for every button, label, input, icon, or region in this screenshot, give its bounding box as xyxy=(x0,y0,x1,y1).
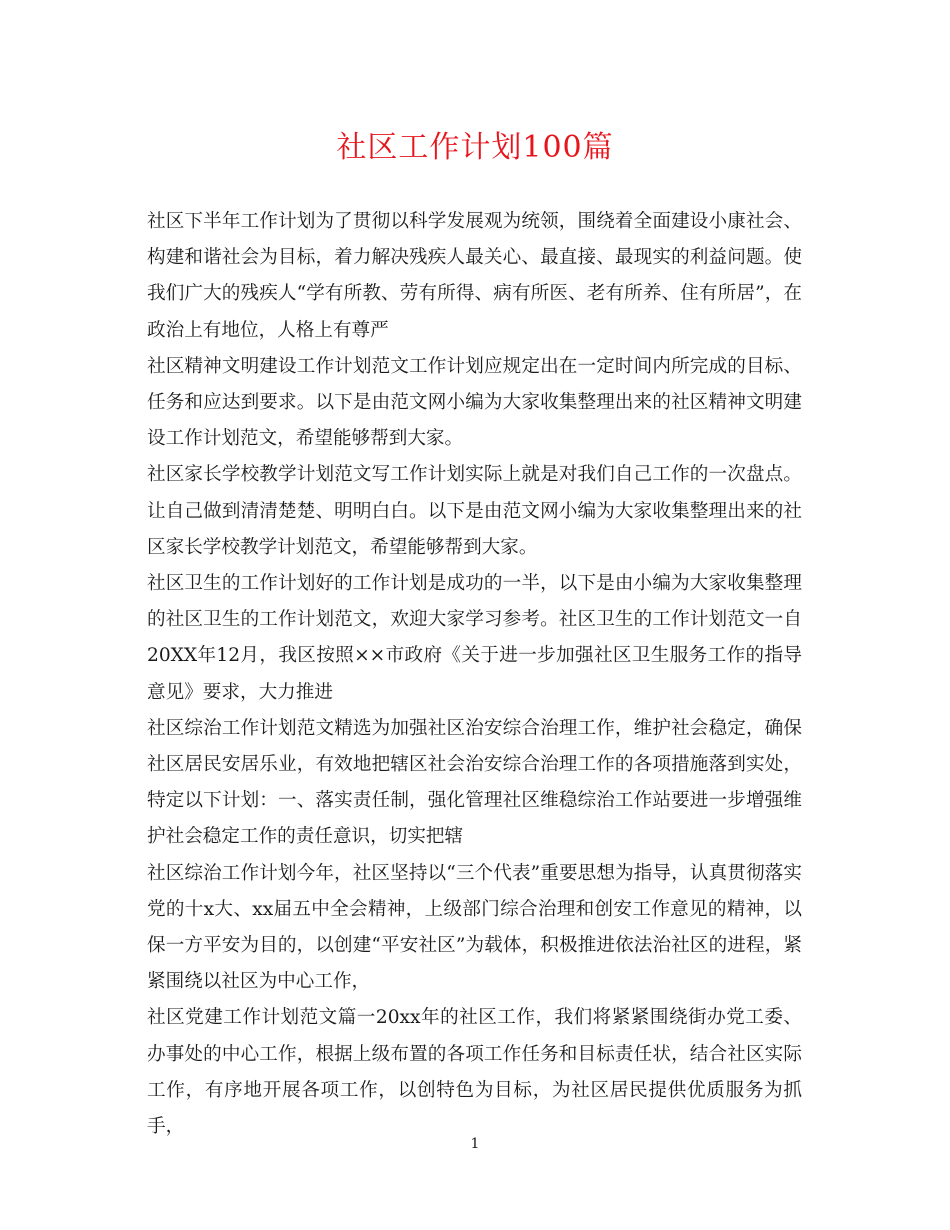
document-body xyxy=(147,204,802,1145)
paragraph-6: 社区综治工作计划今年，社区坚持以“三个代表”重要思想为指导，认真贯彻落实党的十x大、xx届五中全会精神，上级部门综合治理和创安工作意见的精神，以保一方平安为目的，以创建“平安社区”为载体，积极推进依法治社区的进程，紧紧围绕以社区为中心工作， xyxy=(147,862,802,993)
paragraph-2: 社区精神文明建设工作计划范文工作计划应规定出在一定时间内所完成的目标、任务和应达到要求。以下是由范文网小编为大家收集整理出来的社区精神文明建设工作计划范文，希望能够帮到大家。 xyxy=(147,355,802,450)
paragraph-1: 社区下半年工作计划为了贯彻以科学发展观为统领，围绕着全面建设小康社会、构建和谐社会为目标，着力解决残疾人最关心、最直接、最现实的利益问题。使我们广大的残疾人“学有所教、劳有所得、病有所医、老有所养、住有所居”，在政治上有地位，人格上有尊严 xyxy=(147,211,802,341)
paragraph-4: 社区卫生的工作计划好的工作计划是成功的一半，以下是由小编为大家收集整理的社区卫生的工作计划范文，欢迎大家学习参考。社区卫生的工作计划范文一自20XX年12月，我区按照××市政府《关于进一步加强社区卫生服务工作的指导意见》要求，大力推进 xyxy=(147,573,802,703)
paragraph-5: 社区综治工作计划范文精选为加强社区治安综合治理工作，维护社会稳定，确保社区居民安居乐业，有效地把辖区社会治安综合治理工作的各项措施落到实处，特定以下计划：一、落实责任制，强化管理社区维稳综治工作站要进一步增强维护社会稳定工作的责任意识，切实把辖 xyxy=(147,717,802,848)
paragraph-7: 社区党建工作计划范文篇一20xx年的社区工作，我们将紧紧围绕街办党工委、办事处的中心工作，根据上级布置的各项工作任务和目标责任状，结合社区实际工作，有序地开展各项工作，以创特色为目标，为社区居民提供优质服务为抓手， xyxy=(147,1007,802,1138)
paragraph-3: 社区家长学校教学计划范文写工作计划实际上就是对我们自己工作的一次盘点。让自己做到清清楚楚、明明白白。以下是由范文网小编为大家收集整理出来的社区家长学校教学计划范文，希望能够帮到大家。 xyxy=(147,464,802,558)
document-title: 社区工作计划100篇 xyxy=(336,130,614,165)
page-number: 1 xyxy=(470,1136,480,1152)
